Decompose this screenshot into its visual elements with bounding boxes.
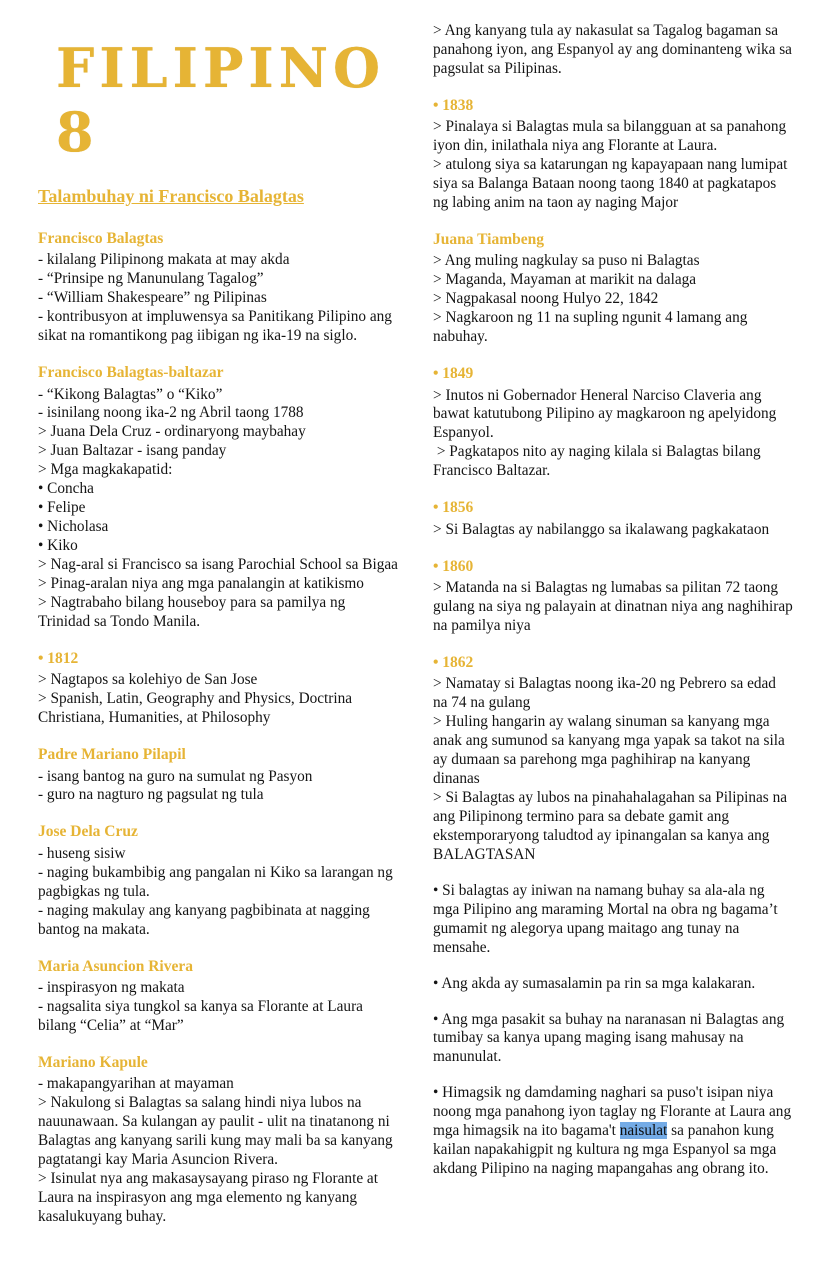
text-line: • Nicholasa [38, 518, 109, 536]
text-line: > atulong siya sa katarungan ng kapayapaan nang lumipat siya sa Balanga Bataan noong taong 1840 at pagkatapos ng labing anim na taon ay naging Major [433, 156, 792, 212]
section-body [433, 387, 794, 482]
section-body [38, 671, 399, 728]
section-heading: Francisco Balagtas-baltazar [38, 364, 224, 382]
note-section [433, 1011, 794, 1068]
section-body [433, 578, 797, 636]
text-line: > Nagpakasal noong Hulyo 22, 1842 [433, 290, 659, 308]
text-line: - makapangyarihan at mayaman [38, 1075, 234, 1093]
note-section [38, 745, 399, 805]
section-heading: Padre Mariano Pilapil [38, 746, 186, 764]
page-title: FILIPINO 8 [56, 36, 386, 164]
note-section [38, 363, 399, 632]
note-section [433, 364, 794, 481]
text-line: > Juan Baltazar - isang panday [38, 442, 227, 460]
text-line: • Ang akda ay sumasalamin pa rin sa mga kalakaran. [433, 974, 756, 992]
section-heading: Maria Asuncion Rivera [38, 957, 193, 975]
text-line [433, 1084, 794, 1179]
text-line: • Ang mga pasakit sa buhay na naranasan ni Balagtas ang tumibay sa kanya upang maging isang mahusay na manunulat. [433, 1010, 788, 1066]
section-heading: Francisco Balagtas [38, 230, 164, 247]
section-body [38, 251, 399, 346]
two-column-layout [38, 22, 797, 1244]
text-line: - naging makulay ang kanyang pagbibinata at nagging bantog na makata. [38, 901, 374, 938]
note-section [433, 1084, 794, 1179]
text-line: • Concha [38, 480, 94, 498]
section-body [38, 768, 399, 806]
text-line: - isang bantog na guro na sumulat ng Pasyon [38, 767, 313, 785]
note-section [38, 229, 399, 346]
note-section [433, 975, 794, 994]
text-line: > Juana Dela Cruz - ordinaryong maybahay [38, 423, 306, 441]
section-body [433, 882, 794, 958]
text-line: - guro na nagturo ng pagsulat ng tula [38, 786, 264, 804]
text-line: > Nakulong si Balagtas sa salang hindi niya lubos na nauunawaan. Sa kulangan ay paulit - ulit na tinatanong ni Balagtas ang kanyang sarili kung may mali ba sa kanyang pagtatangi kay Maria Asuncion Rivera. [38, 1094, 397, 1168]
text-line: > Nagkaroon ng 11 na supling ngunit 4 lamang ang nabuhay. [433, 309, 752, 346]
section-body [433, 1084, 794, 1179]
section-body [433, 252, 794, 347]
text-line: > Si Balagtas ay lubos na pinahahalagahan sa Pilipinas na ang Pilipinong termino para sa debate gamit ang ekstemporaryong taludtod ay ipinangalan sa kanya ang BALAGTASAN [433, 788, 791, 863]
page-subtitle: Talambuhay ni Francisco Balagtas [38, 186, 304, 206]
text-line: > Pinag-aralan niya ang mga panalangin at katikismo [38, 575, 364, 593]
note-section [433, 498, 794, 539]
text-line: • Kiko [38, 537, 78, 555]
section-heading: • 1862 [433, 653, 474, 671]
note-section [433, 230, 794, 347]
section-body [433, 975, 794, 994]
text-line: > Ang muling nagkulay sa puso ni Balagtas [433, 252, 700, 270]
text-fragment: sa panahon kung kailan napakahigpit ng kultura ng mga Espanyol sa mga akdang Pilipino na naging mapangahas ang obrang ito. [433, 1122, 781, 1178]
text-line: - “Prinsipe ng Manunulang Tagalog” [38, 270, 264, 288]
right-column-blocks [433, 22, 797, 1179]
section-heading: Jose Dela Cruz [38, 823, 138, 841]
note-section [38, 649, 399, 728]
section-heading: • 1860 [433, 557, 474, 575]
right-column [433, 22, 797, 1196]
section-body [38, 1075, 399, 1227]
section-heading: • 1856 [433, 499, 474, 517]
text-line: - kilalang Pilipinong makata at may akda [38, 251, 290, 269]
note-section [433, 653, 794, 865]
text-line: > Mga magkakapatid: [38, 461, 173, 479]
text-line: > Matanda na si Balagtas ng lumabas sa pilitan 72 taong gulang na siya ng palayain at dinatnan niya ang naghihirap na pamilya niya [433, 578, 797, 634]
text-line: - isinilang noong ika-2 ng Abril taong 1788 [38, 404, 304, 422]
text-line: > Nagtapos sa kolehiyo de San Jose [38, 671, 258, 689]
text-line: > Huling hangarin ay walang sinuman sa kanyang mga anak ang sumunod sa kanyang mga yapak sa takot na sila ay dumaan sa parehong mga paghihirap na kanyang dinanas [433, 713, 789, 787]
section-heading: • 1849 [433, 365, 474, 383]
text-line: - “Kikong Balagtas” o “Kiko” [38, 385, 223, 403]
text-fragment: • Himagsik ng damdaming naghari sa puso't isipan niya noong mga panahong iyon taglay ng Florante at Laura ang mga himagsik na ito bagama't [433, 1084, 795, 1140]
text-line: > Maganda, Mayaman at marikit na dalaga [433, 271, 697, 289]
section-body [433, 1011, 794, 1068]
text-line: > Nagtrabaho bilang houseboy para sa pamilya ng Trinidad sa Tondo Manila. [38, 594, 349, 630]
text-line: - nagsalita siya tungkol sa kanya sa Florante at Laura bilang “Celia” at “Mar” [38, 997, 367, 1034]
text-line: - “William Shakespeare” ng Pilipinas [38, 289, 267, 307]
note-section [38, 822, 399, 939]
note-section [433, 96, 794, 213]
note-section [38, 1053, 399, 1227]
section-heading: • 1838 [433, 96, 474, 114]
note-section [433, 22, 794, 79]
section-body [433, 118, 794, 213]
left-column-blocks [38, 229, 399, 1227]
section-heading: • 1812 [38, 649, 79, 667]
left-column [38, 22, 399, 1244]
highlighted-text: naisulat [619, 1122, 668, 1140]
text-line: > Namatay si Balagtas noong ika-20 ng Pebrero sa edad na 74 na gulang [433, 675, 780, 712]
section-heading: Juana Tiambeng [433, 231, 544, 248]
note-section [433, 557, 797, 636]
text-line: > Pinalaya si Balagtas mula sa bilangguan at sa panahong iyon din, inilathala niya ang Florante at Laura. [433, 118, 790, 155]
text-line: > Isinulat nya ang makasaysayang piraso ng Florante at Laura na inspirasyon ang mga elemento ng kanyang kasalukuyang buhay. [38, 1169, 382, 1225]
text-line: > Ang kanyang tula ay nakasulat sa Tagalog bagaman sa panahong iyon, ang Espanyol ay ang dominanteng wika sa pagsulat sa Pilipinas. [433, 22, 796, 77]
section-body [38, 979, 399, 1036]
text-line: • Felipe [38, 499, 86, 517]
text-line: > Pagkatapos nito ay naging kilala si Balagtas bilang Francisco Baltazar. [433, 443, 765, 480]
text-line: - kontribusyon at impluwensya sa Panitikang Pilipino ang sikat na romantikong pag iibigan ng ika-19 na siglo. [38, 308, 396, 345]
text-line: > Si Balagtas ay nabilanggo sa ikalawang pagkakataon [433, 520, 770, 538]
note-section [38, 957, 399, 1036]
section-heading: Mariano Kapule [38, 1053, 148, 1071]
text-line: • Si balagtas ay iniwan na namang buhay sa ala-ala ng mga Pilipino ang maraming Mortal na obra ng bagama’t gumamit ng alegorya upang maitago ang tunay na mensahe. [433, 881, 782, 956]
section-body [433, 22, 794, 79]
section-body [38, 386, 399, 632]
text-line: - huseng sisiw [38, 844, 126, 862]
note-section [433, 882, 794, 958]
text-line: - naging bukambibig ang pangalan ni Kiko sa larangan ng pagbigkas ng tula. [38, 863, 397, 900]
section-body [433, 675, 794, 865]
section-body [38, 845, 399, 940]
text-line: > Inutos ni Gobernador Heneral Narciso Claveria ang bawat katutubong Pilipino ay magkaroon ng apelyidong Espanyol. [433, 386, 781, 442]
text-line: > Nag-aral si Francisco sa isang Parochial School sa Bigaa [38, 556, 398, 574]
text-line: > Spanish, Latin, Geography and Physics, Doctrina Christiana, Humanities, at Philosophy [38, 690, 356, 727]
section-body [433, 521, 794, 540]
text-line: - inspirasyon ng makata [38, 978, 185, 996]
